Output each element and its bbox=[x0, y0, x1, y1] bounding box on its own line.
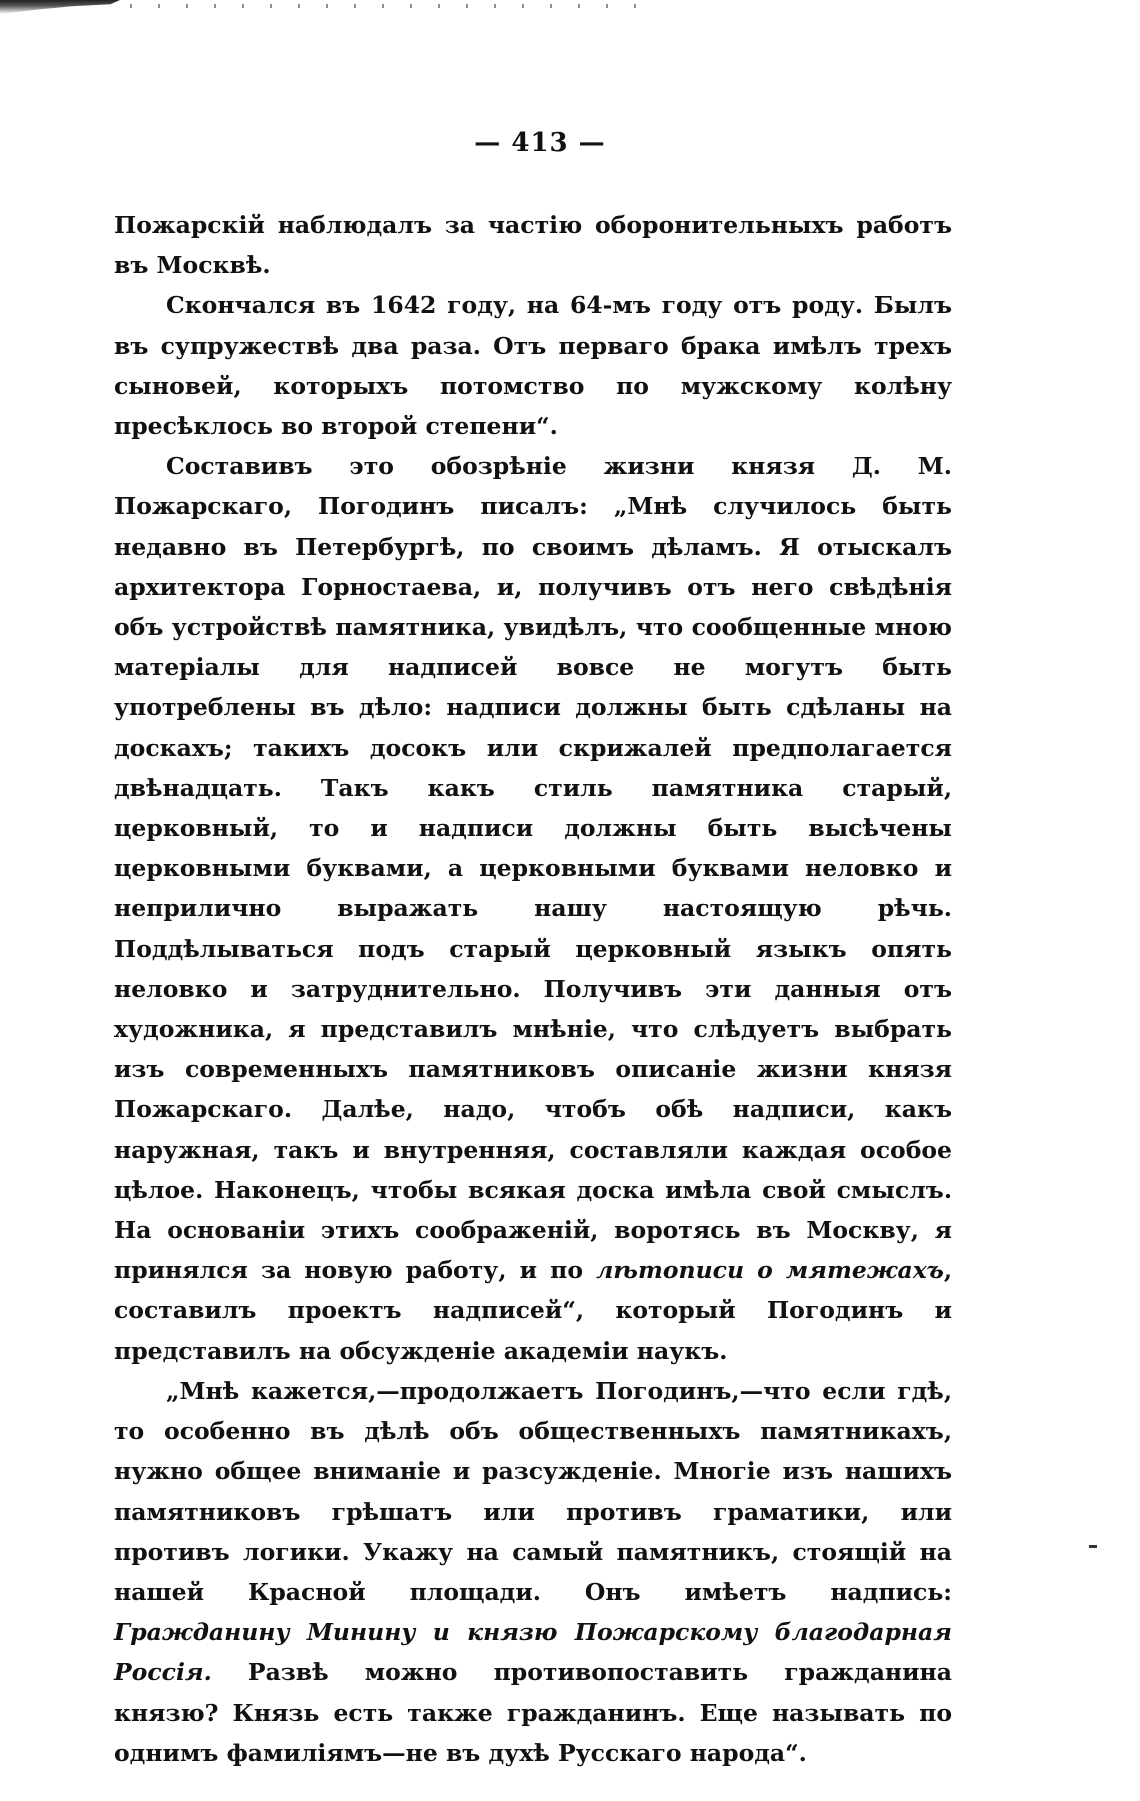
paragraph-3-text-start: Составивъ это обозрѣніе жизни князя Д. М. Пожарскаго, Погодинъ писалъ: „Мнѣ случилось быть недавно въ Петербургѣ, по своимъ дѣламъ. Я отыскалъ архитектора Горностаева, и, получивъ отъ него свѣдѣнія объ устройствѣ памятника, увидѣлъ, что сообщенные мною матеріалы для надписей вовсе не могутъ быть употреблены въ дѣло: надписи должны быть сдѣланы на доскахъ; такихъ досокъ или скрижалей предполагается двѣнадцать. Такъ какъ стиль памятника старый, церковный, то и надписи должны быть высѣчены церковными буквами, а церковными буквами неловко и неприлично выражать нашу настоящую рѣчь. Поддѣлываться подъ старый церковный языкъ опять неловко и затруднительно. Получивъ эти данныя отъ художника, я представилъ мнѣніе, что слѣдуетъ выбрать изъ современныхъ памятниковъ описаніе жизни князя Пожарскаго. Далѣе, надо, чтобъ обѣ надписи, какъ наружная, такъ и внутренняя, составляли каждая особое цѣлое. Наконецъ, чтобы всякая доска имѣла свой смыслъ. На основаніи этихъ соображеній, воротясь въ Москву, я принялся за новую работу, и по bbox=[114, 452, 952, 1285]
paragraph-4-italic-inscription: Гражданину Минину и князю Пожарскому благодарная Россія. bbox=[114, 1618, 952, 1687]
paragraph-2: Скончался въ 1642 году, на 64-мъ году отъ роду. Былъ въ супружествѣ два раза. Отъ перваго брака имѣлъ трехъ сыновей, которыхъ потомство по мужскому колѣну пресѣклось во второй степени“. bbox=[114, 291, 952, 441]
paragraph-4-text-start: „Мнѣ кажется,—продолжаетъ Погодинъ,—что если гдѣ, то особенно въ дѣлѣ объ общественныхъ памятникахъ, нужно общее вниманіе и разсужденіе. Многіе изъ нашихъ памятниковъ грѣшатъ или противъ граматики, или противъ логики. Укажу на самый памятникъ, стоящій на нашей Красной площади. Онъ имѣетъ надпись: bbox=[114, 1376, 952, 1606]
paragraph-3-italic-title: лѣтописи о мятежахъ bbox=[596, 1256, 944, 1285]
paragraph-4 bbox=[114, 1371, 952, 1773]
paragraph-4-text-end: Развѣ можно противопоставить гражданина князю? Князь есть также гражданинъ. Еще называть по однимъ фамиліямъ—не въ духѣ Русскаго народа“. bbox=[114, 1658, 952, 1767]
paragraph-3 bbox=[114, 446, 952, 1371]
body-text bbox=[114, 205, 952, 1773]
scan-edge-mark bbox=[0, 0, 120, 14]
scan-speck-line bbox=[130, 4, 650, 8]
page-number: — 413 — bbox=[474, 128, 606, 158]
paragraph-1: Пожарскій наблюдалъ за частію оборонительныхъ работъ въ Москвѣ. bbox=[114, 211, 952, 280]
paragraph-3-text-end: , составилъ проектъ надписей“, который Погодинъ и представилъ на обсужденіе академіи наукъ. bbox=[114, 1256, 952, 1365]
margin-mark bbox=[1089, 1545, 1097, 1548]
